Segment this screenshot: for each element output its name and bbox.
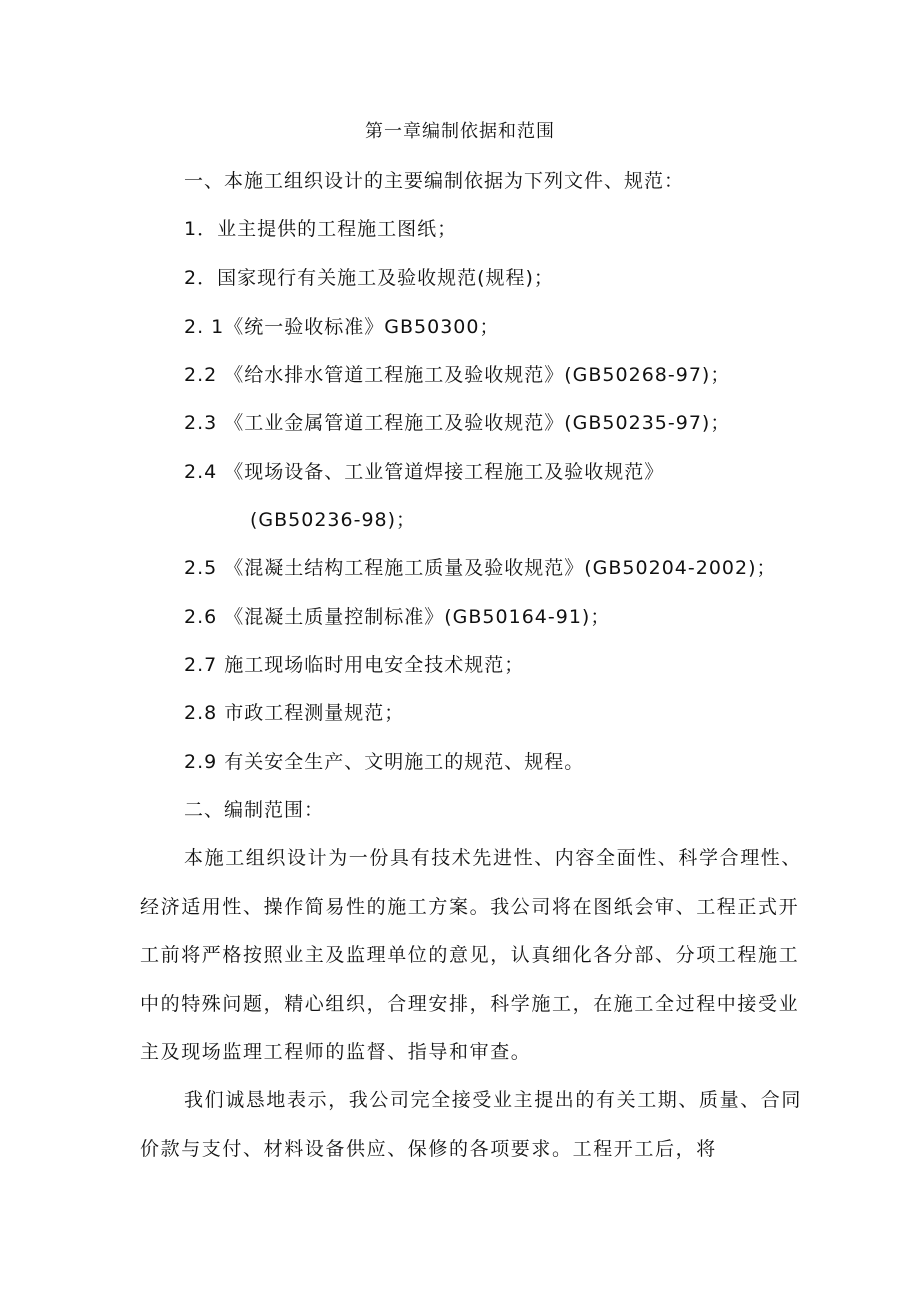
commitment-paragraph-line: 我们诚恳地表示，我公司完全接受业主提出的有关工期、质量、合同 [184, 1089, 803, 1111]
scope-paragraph-line: 工前将严格按照业主及监理单位的意见，认真细化各分部、分项工程施工 [140, 944, 800, 966]
basis-item-1: 1．业主提供的工程施工图纸； [184, 218, 458, 240]
section2-heading: 二、编制范围： [184, 799, 325, 821]
basis-item-2-6: 2.6 《混凝土质量控制标准》(GB50164-91)； [184, 606, 611, 628]
basis-item-2-4-code: (GB50236-98)； [250, 509, 417, 531]
scope-paragraph-line: 本施工组织设计为一份具有技术先进性、内容全面性、科学合理性、 [184, 847, 803, 869]
scope-paragraph-line: 中的特殊问题，精心组织，合理安排，科学施工，在施工全过程中接受业 [140, 993, 800, 1015]
basis-item-2-5: 2.5 《混凝土结构工程施工质量及验收规范》(GB50204-2002)； [184, 557, 777, 579]
section1-heading: 一、本施工组织设计的主要编制依据为下列文件、规范： [184, 170, 685, 192]
chapter-title: 第一章编制依据和范围 [365, 121, 555, 142]
commitment-paragraph-line: 价款与支付、材料设备供应、保修的各项要求。工程开工后，将 [140, 1138, 717, 1160]
basis-item-2-8: 2.8 市政工程测量规范； [184, 702, 405, 724]
basis-item-2-7: 2.7 施工现场临时用电安全技术规范； [184, 654, 525, 676]
basis-item-2-1: 2. 1《统一验收标准》GB50300； [184, 316, 500, 338]
basis-item-2-3: 2.3 《工业金属管道工程施工及验收规范》(GB50235-97)； [184, 412, 731, 434]
scope-paragraph-line: 经济适用性、操作简易性的施工方案。我公司将在图纸会审、工程正式开 [140, 896, 800, 918]
basis-item-2: 2．国家现行有关施工及验收规范(规程)； [184, 267, 554, 289]
basis-item-2-2: 2.2 《给水排水管道工程施工及验收规范》(GB50268-97)； [184, 364, 731, 386]
scope-paragraph-line: 主及现场监理工程师的监督、指导和审查。 [140, 1041, 532, 1063]
basis-item-2-4: 2.4 《现场设备、工业管道焊接工程施工及验收规范》 [184, 461, 665, 483]
basis-item-2-9: 2.9 有关安全生产、文明施工的规范、规程。 [184, 751, 585, 773]
